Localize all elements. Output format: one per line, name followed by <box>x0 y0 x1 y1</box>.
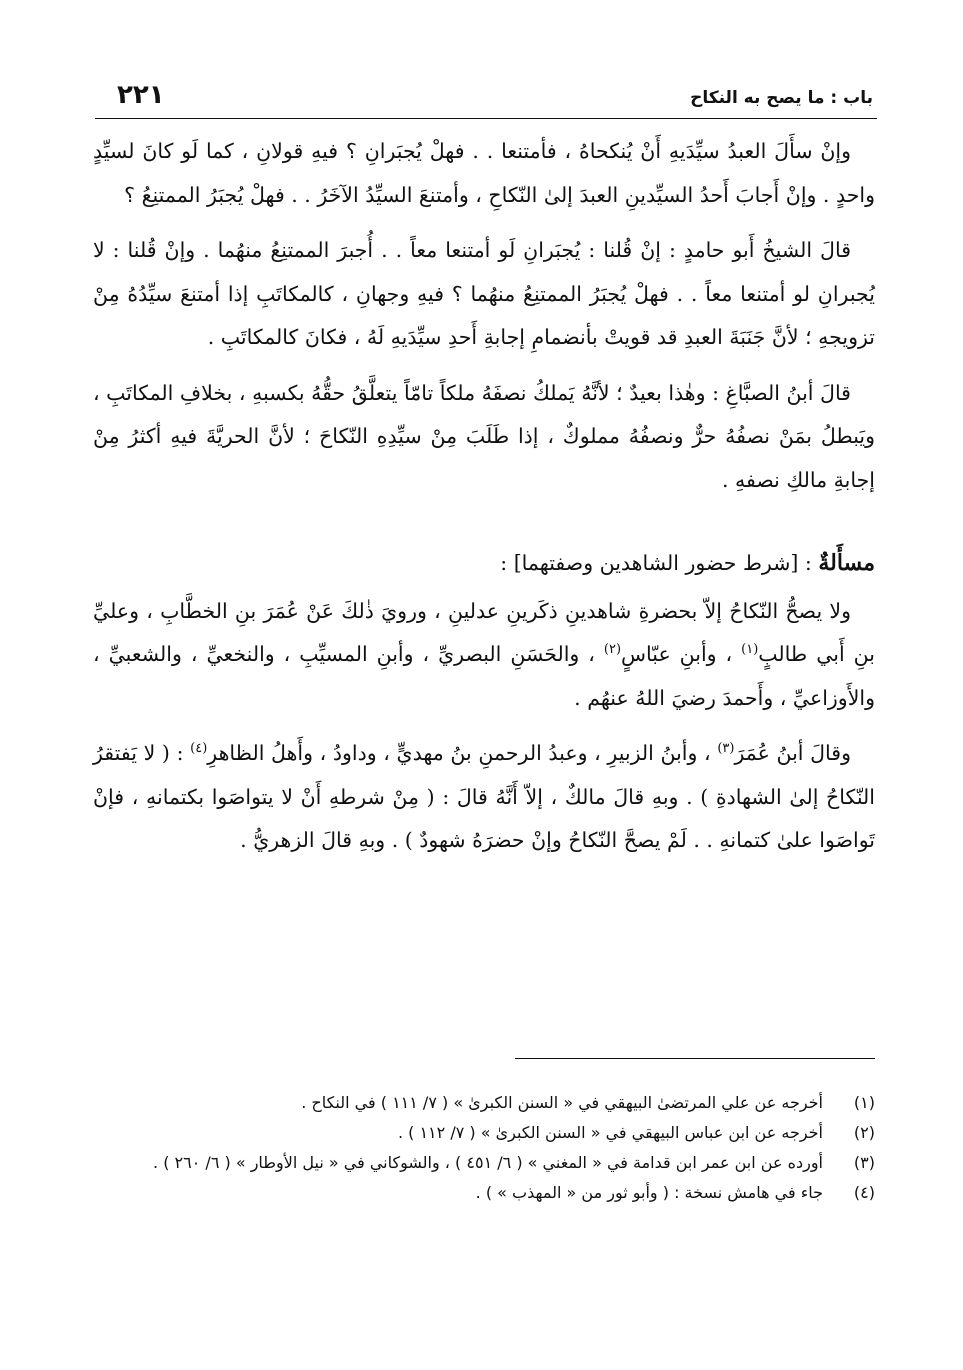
footnote-number: (١) <box>853 1093 875 1112</box>
main-text <box>93 130 875 875</box>
masala-label: مسأَلةٌ <box>818 550 875 576</box>
section-heading <box>93 542 875 586</box>
paragraph-5-part-2: ، وأبنُ الزبيرِ ، وعبدُ الرحمنِ بنُ مهديٍّ ، وداودُ ، وأَهلُ الظاهرِ <box>207 741 718 765</box>
paragraph-5-part-1: وقالَ أبنُ عُمَرَ <box>734 741 851 765</box>
footnote-ref-3: (٣) <box>717 741 735 757</box>
chapter-title: باب : ما يصح به النكاح <box>690 88 873 108</box>
footnote-number: (٣) <box>853 1153 875 1172</box>
page-number: ٢٢١ <box>117 80 165 110</box>
masala-separator: : <box>804 551 812 575</box>
paragraph-5 <box>93 732 875 863</box>
footnote-number: (٢) <box>853 1123 875 1142</box>
paragraph-3: قالَ أبنُ الصبَّاغِ : وهٰذا بعيدٌ ؛ لأنَّهُ يَملكُ نصفَهُ ملكاً تامّاً يتعلَّقُ حقُّهُ بكسبهِ ، بخلافِ المكاتَبِ ، ويَبطلُ بمَنْ نصفُهُ حرٌّ ونصفُهُ مملوكٌ ، إذا طَلَبَ مِنْ سيِّدِهِ النّكاحَ ؛ لأنَّ الحريَّةَ فيهِ أكثرُ مِنْ إجابةِ مالكِ نصفهِ . <box>93 380 875 492</box>
footnote-ref-1: (١) <box>741 642 759 658</box>
page-header <box>95 78 877 119</box>
paragraph-4 <box>93 590 875 721</box>
footnote-1 <box>93 1090 875 1116</box>
footnote-text: جاء في هامش نسخة : ( وأبو ثور من « المهذب » ) . <box>475 1183 823 1202</box>
footnote-4 <box>93 1180 875 1206</box>
footnote-text: أخرجه عن ابن عباس البيهقي في « السنن الكبرىٰ » ( ٧/ ١١٢ ) . <box>397 1123 823 1142</box>
paragraph-4-part-3: ، والحَسَنِ البصريِّ ، وأبنِ المسيِّبِ ، والنخعيِّ ، والشعبيِّ ، والأَوزاعيِّ ، وأَحمدَ رضيَ اللهُ عنهُم . <box>93 642 875 710</box>
footnote-number: (٤) <box>853 1183 875 1202</box>
paragraph-1: وإنْ سأَلَ العبدُ سيِّدَيهِ أَنْ يُنكحاهُ ، فأمتنعا . . فهلْ يُجبَرانِ ؟ فيهِ قولانِ ، كما لَو كانَ لسيِّدٍ واحدٍ . وإنْ أَجابَ أَحدُ السيِّدينِ العبدَ إلىٰ النّكاحِ ، وأمتنعَ السيِّدُ الآخَرُ . . فهلْ يُجبَرُ الممتنِعُ ؟ <box>93 139 875 207</box>
footnote-3 <box>93 1150 875 1176</box>
footnote-ref-2: (٢) <box>603 642 622 658</box>
footnote-divider <box>515 1058 875 1059</box>
footnote-ref-4: (٤) <box>190 741 208 757</box>
footnote-text: أورده عن ابن عمر ابن قدامة في « المغني » ( ٦/ ٤٥١ ) ، والشوكاني في « نيل الأوطار » ( ٦/ ٢٦٠ ) . <box>153 1153 823 1172</box>
footnote-2 <box>93 1120 875 1146</box>
paragraph-4-part-1: ولا يصحُّ النّكاحُ إلاّ بحضرةِ شاهدينِ ذكَرينِ عدلينِ ، ورويَ ذٰلكَ عَنْ عُمَرَ بنِ الخطَّابِ ، وعليِّ بنِ أَبي طالبٍ <box>93 598 875 666</box>
paragraph-4-part-2: ، وأبنِ عبّاسٍ <box>621 642 742 666</box>
footnote-text: أخرجه عن علي المرتضىٰ البيهقي في « السنن الكبرىٰ » ( ٧/ ١١١ ) في النكاح . <box>301 1093 823 1112</box>
paragraph-2: قالَ الشيخُ أَبو حامدٍ : إنْ قُلنا : يُجبَرانِ لَو أمتنعا معاً . . أُجبرَ الممتنِعُ منهُما . وإنْ قُلنا : لا يُجبرانِ لو أمتنعا معاً . . فهلْ يُجبَرُ الممتنِعُ منهُما ؟ فيهِ وجهانِ ، كالمكاتَبِ إذا أمتنعَ سيِّدُهُ مِنْ تزويجهِ ؛ لأنَّ جَنَبَةَ العبدِ قد قويتْ بأنضمامِ إجابةِ أَحدِ سيِّدَيهِ لَهُ ، فكانَ كالمكاتَبِ . <box>93 238 875 349</box>
paragraph-5-part-3: : ( لا يَفتقرُ النّكاحُ إلىٰ الشهادةِ ) . وبهِ قالَ مالكٌ ، إلاّ أَنَّهُ قالَ : ( مِنْ شرطهِ أَنْ لا يتواصَوا بكتمانهِ ، فإنْ تَواصَوا علىٰ كتمانهِ . . لَمْ يصحَّ النّكاحُ وإنْ حضرَهُ شهودٌ ) . وبهِ قالَ الزهريُّ . <box>93 741 875 852</box>
footnotes <box>93 1090 875 1210</box>
masala-title: [شرط حضور الشاهدين وصفتهما] : <box>500 551 799 575</box>
